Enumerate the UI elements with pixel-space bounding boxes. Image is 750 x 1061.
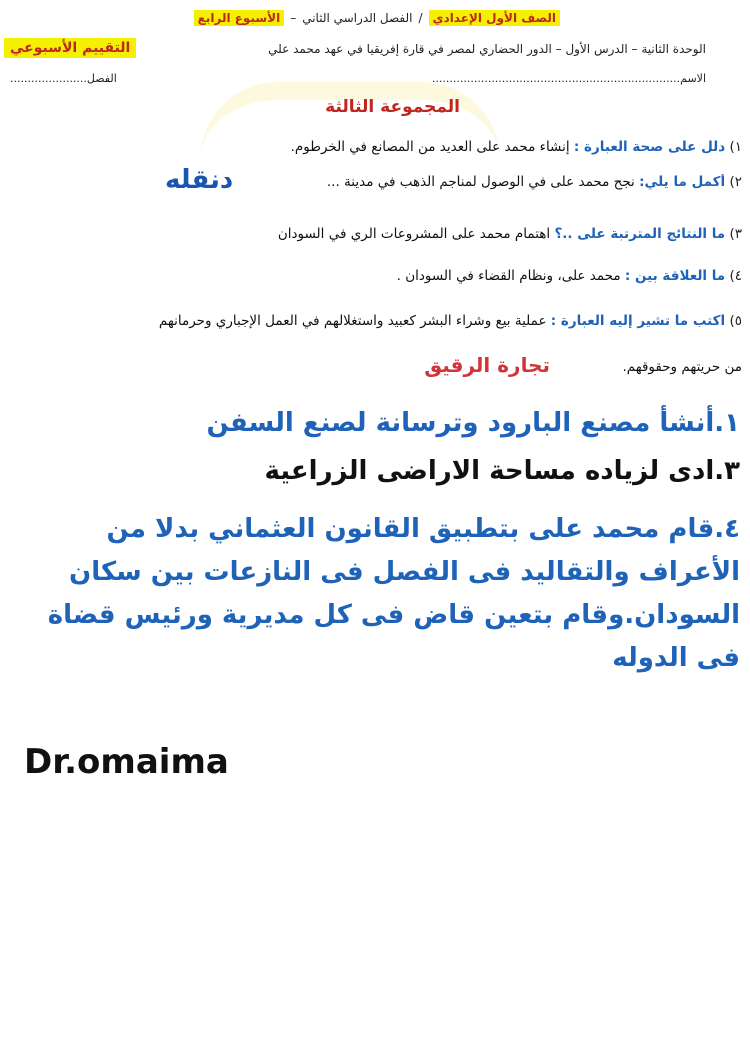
grade-label: الصف الأول الإعدادي bbox=[429, 10, 560, 26]
question-2: ٢) أكمل ما يلي: نجح محمد على في الوصول لمناجم الذهب في مدينة ... bbox=[326, 174, 742, 190]
group-title: المجموعة الثالثة bbox=[325, 97, 460, 117]
author-signature: Dr.omaima bbox=[24, 742, 229, 782]
separator: – bbox=[290, 11, 297, 25]
question-4: ٤) ما العلاقة بين : محمد على، ونظام القضاء في السودان . bbox=[396, 268, 742, 284]
answer-3: ٣.ادى لزياده مساحة الاراضى الزراعية bbox=[264, 456, 740, 486]
question-3: ٣) ما النتائج المترتبة على ..؟ اهتمام محمد على المشروعات الري في السودان bbox=[277, 226, 742, 242]
answer-q5: تجارة الرقيق bbox=[424, 353, 550, 377]
header-top-line bbox=[194, 10, 560, 26]
question-5-continued: من حريتهم وحقوقهم. bbox=[622, 359, 742, 375]
question-1: ١) دلل على صحة العبارة : إنشاء محمد على العديد من المصانع في الخرطوم. bbox=[290, 139, 742, 155]
answer-1: ١.أنشأ مصنع البارود وترسانة لصنع السفن bbox=[206, 408, 740, 438]
answer-4: ٤.قام محمد على بتطبيق القانون العثماني بدلا من الأعراف والتقاليد فى الفصل فى النازعات بين سكان السودان.وقام بتعين قاض فى كل مديرية ورئيس قضاة فى الدوله bbox=[47, 514, 740, 673]
answer-q2-handwritten: دنقله bbox=[165, 165, 234, 195]
student-name-field[interactable]: الاسم....................................................................... bbox=[431, 72, 706, 85]
week-label: الأسبوع الرابع bbox=[194, 10, 285, 26]
class-field[interactable]: الفصل...................... bbox=[10, 72, 117, 85]
unit-lesson-line: الوحدة الثانية – الدرس الأول – الدور الحضاري لمصر في قارة إفريقيا في عهد محمد علي bbox=[268, 42, 706, 56]
term-label: الفصل الدراسي الثاني bbox=[302, 11, 413, 25]
question-5: ٥) اكتب ما تشير إليه العبارة : عملية بيع وشراء البشر كعبيد واستغلالهم في العمل الإجباري وحرمانهم bbox=[158, 313, 742, 329]
separator: / bbox=[418, 11, 423, 25]
weekly-assessment-badge: التقييم الأسبوعي bbox=[4, 38, 136, 58]
